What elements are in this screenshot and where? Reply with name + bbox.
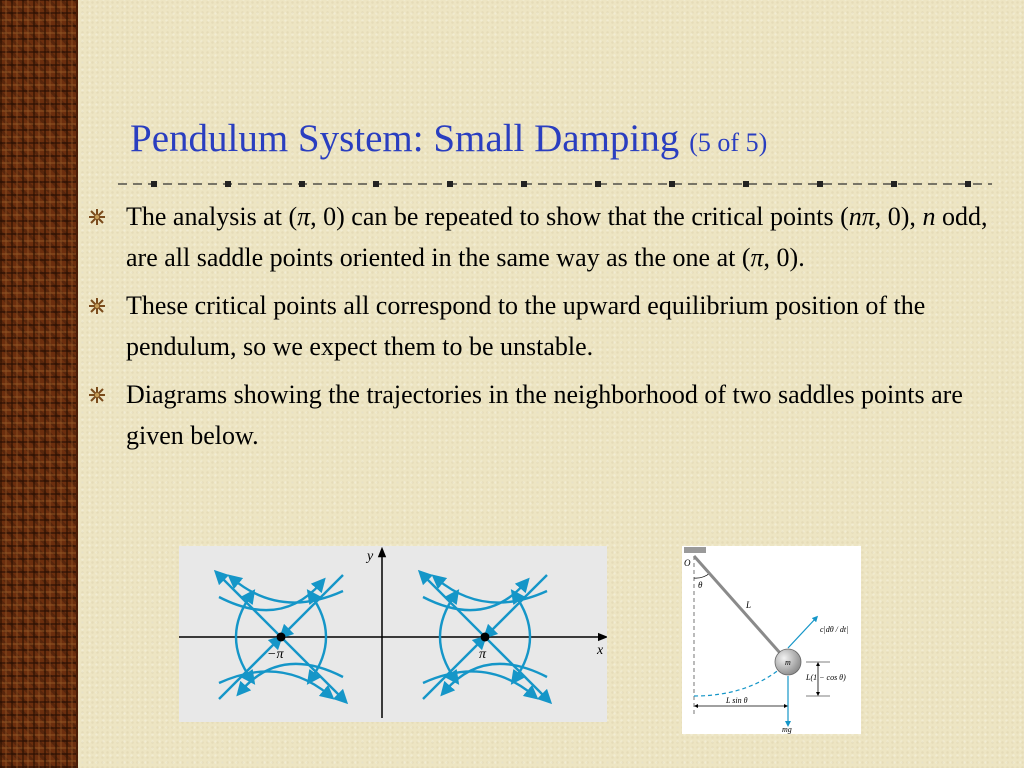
bullet-item [88, 196, 988, 278]
y-axis-label: y [367, 549, 374, 564]
pendulum-figure [682, 546, 861, 734]
bullet-text: Diagrams showing the trajectories in the neighborhood of two saddles points are given below. [126, 380, 963, 450]
bullet-item [88, 285, 988, 367]
title-divider [118, 178, 992, 190]
slide-title-text: Pendulum System: Small Damping [130, 117, 680, 160]
bullet-text: These critical points all correspond to the upward equilibrium position of the pendulum, so we expect them to be unstable. [126, 291, 926, 361]
phase-portrait-figure [179, 546, 607, 722]
mass-label: m [785, 658, 791, 667]
saddle-left-label: −π [267, 647, 284, 662]
bullet-star-icon [88, 208, 106, 226]
bullet-text: The analysis at (π, 0) can be repeated to show that the critical points (nπ, 0), n odd, are all saddle points oriented in the same way as the one at (π, 0). [126, 202, 988, 272]
slide-title-suffix: (5 of 5) [689, 128, 768, 157]
pivot-label: O [684, 558, 691, 568]
rod-length-label: L [746, 600, 752, 610]
slide-title [130, 116, 767, 161]
saddle-right-label: π [479, 647, 487, 662]
weight-label: mg [782, 725, 792, 734]
bullet-star-icon [88, 386, 106, 404]
angle-label: θ [698, 580, 703, 590]
bullet-star-icon [88, 297, 106, 315]
horizontal-displacement-label: L sin θ [726, 696, 748, 705]
bullet-item [88, 374, 988, 456]
pivot-support [684, 547, 706, 553]
decorative-side-bar [0, 0, 78, 768]
bullet-list [88, 196, 988, 463]
damping-label: c|dθ / dt| [820, 625, 849, 634]
x-axis-label: x [597, 643, 604, 658]
height-label: L(1 − cos θ) [806, 673, 846, 682]
